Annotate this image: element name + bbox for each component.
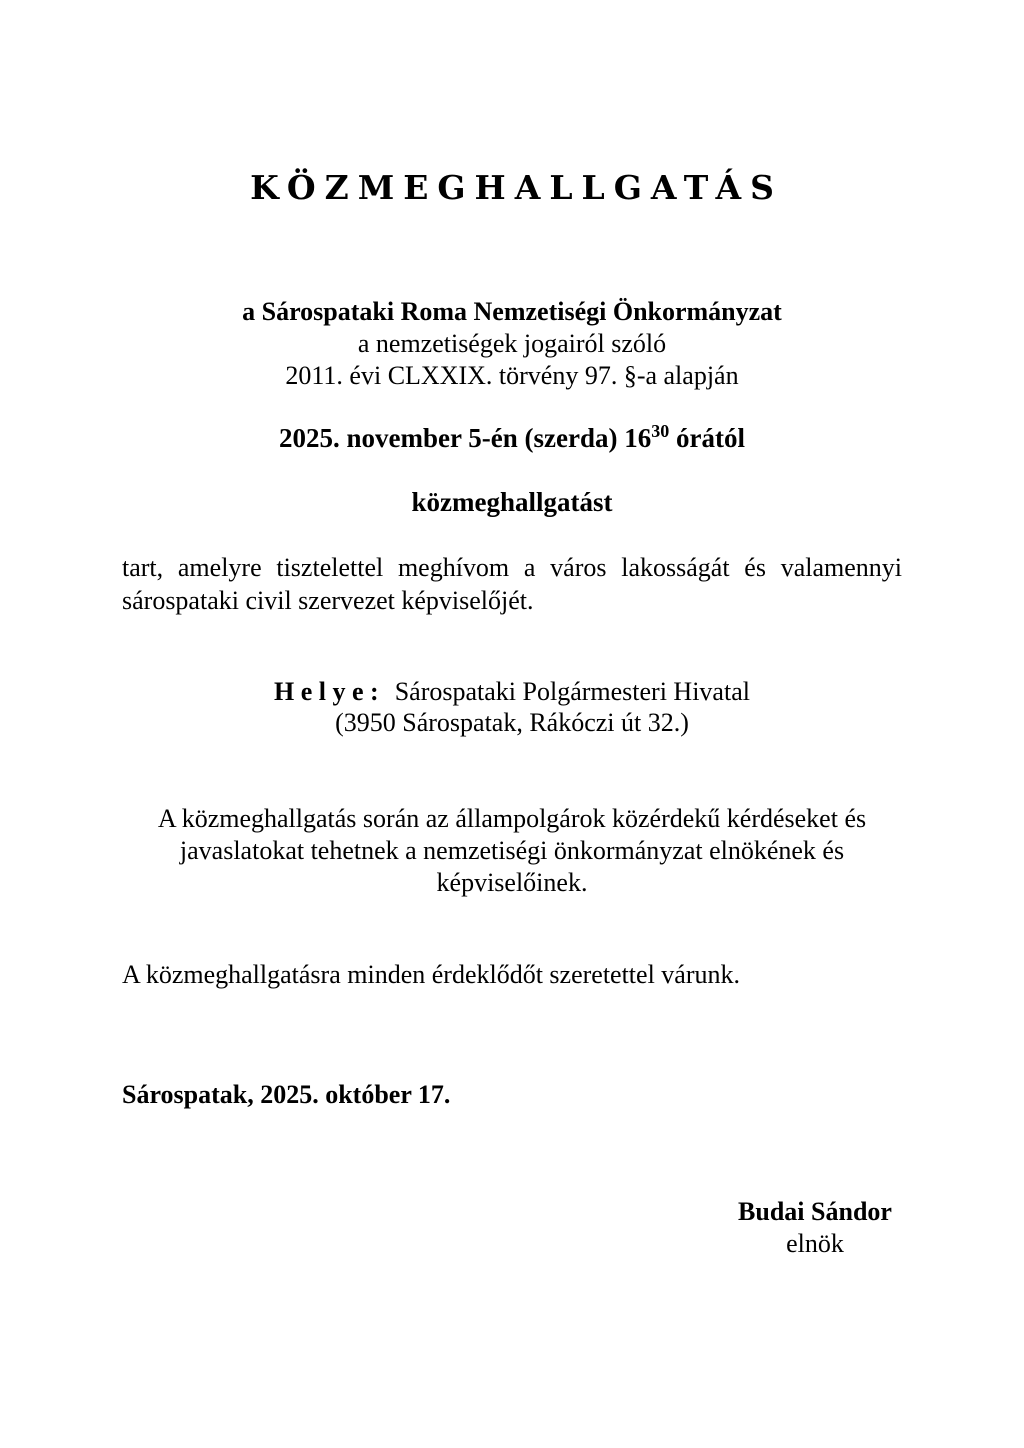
document-title: KÖZMEGHALLGATÁS <box>250 168 783 207</box>
location-block <box>0 676 1024 738</box>
law-reference-line: 2011. évi CLXXIX. törvény 97. §-a alapján <box>285 361 739 390</box>
purpose-line-3: képviselőinek. <box>436 868 588 897</box>
signature-block <box>700 1196 930 1260</box>
event-time-suffix: órától <box>669 423 745 453</box>
invitation-paragraph <box>122 551 902 617</box>
organization-name-line: a Sárospataki Roma Nemzetiségi Önkormányzat <box>242 297 782 326</box>
signatory-name: Budai Sándor <box>738 1197 892 1226</box>
location-line <box>0 676 1024 707</box>
invitation-line-1: tart, amelyre tisztelettel meghívom a város lakosságát és valamennyi <box>122 553 902 582</box>
event-time-minutes-superscript: 30 <box>651 421 670 441</box>
signatory-role: elnök <box>786 1229 844 1258</box>
location-label: H e l y e : <box>274 677 379 706</box>
event-type-word: közmeghallgatást <box>411 487 613 517</box>
legal-basis-block <box>0 296 1024 392</box>
purpose-line-2: javaslatokat tehetnek a nemzetiségi önkormányzat elnökének és <box>179 836 845 865</box>
invitation-line-2: sárospataki civil szervezet képviselőjét. <box>122 586 534 615</box>
date-place-line: Sárospatak, 2025. október 17. <box>122 1080 451 1109</box>
purpose-paragraph <box>112 803 912 899</box>
event-date-text: 2025. november 5-én (szerda) 16 <box>279 423 652 453</box>
location-name: Sárospataki Polgármesteri Hivatal <box>394 677 750 706</box>
law-subject-line: a nemzetiségek jogairól szóló <box>357 329 667 358</box>
event-datetime-line <box>0 423 1024 454</box>
welcome-line: A közmeghallgatásra minden érdeklődőt szeretettel várunk. <box>122 960 740 989</box>
purpose-line-1: A közmeghallgatás során az állampolgárok közérdekű kérdéseket és <box>157 804 867 833</box>
location-address: (3950 Sárospatak, Rákóczi út 32.) <box>335 708 689 737</box>
